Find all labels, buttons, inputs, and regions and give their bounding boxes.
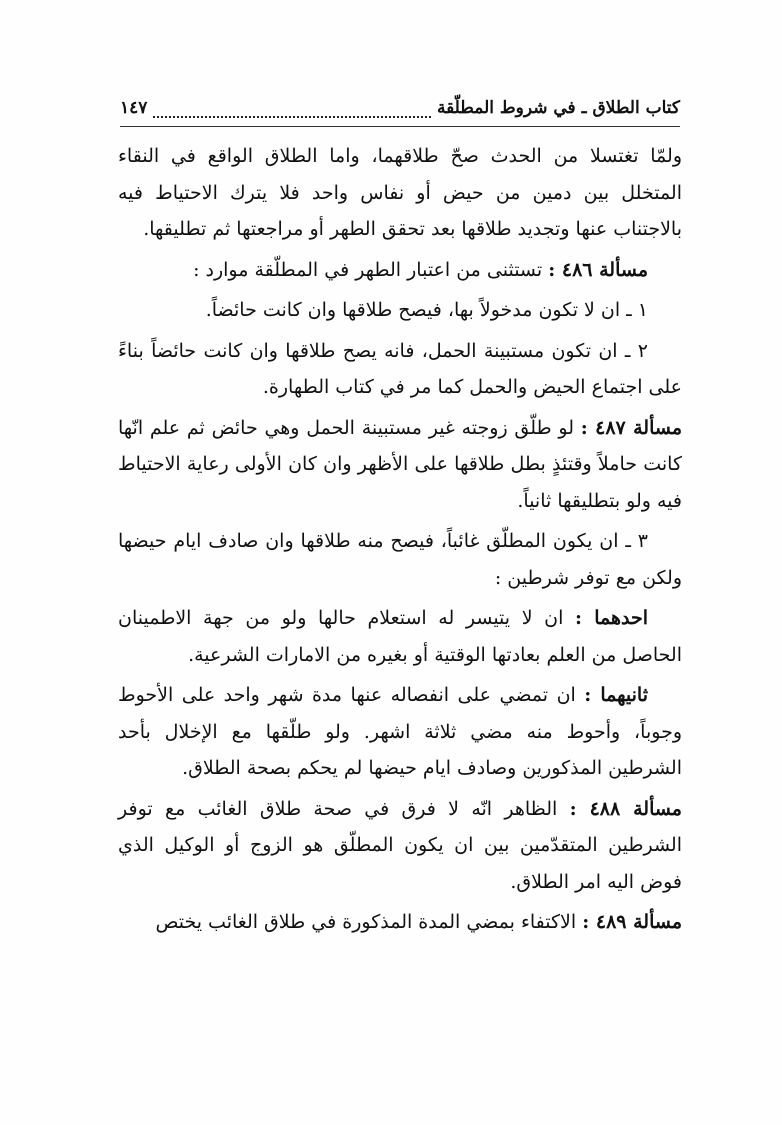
paragraph <box>118 252 682 289</box>
paragraph <box>118 138 682 248</box>
paragraph <box>118 904 682 941</box>
header-leader-dots <box>153 104 431 118</box>
header-title: كتاب الطلاق ـ في شروط المطلّقة <box>436 98 680 118</box>
header-divider <box>120 126 680 127</box>
paragraph-text: الظاهر انّه لا فرق في صحة طلاق الغائب مع توفر الشرطين المتقدّمين بين ان يكون المطلّق هو الزوج أو الوكيل الذي فوض اليه امر الطلاق. <box>118 797 682 893</box>
paragraph-label: مسألة ٤٨٨ : <box>569 797 682 820</box>
paragraph-text: تستثنى من اعتبار الطهر في المطلّقة موارد : <box>193 258 549 281</box>
paragraph-text: ولمّا تغتسلا من الحدث صحّ طلاقهما، واما الطلاق الواقع في النقاء المتخلل بين دمين من حيض أو نفاس واحد فلا يترك الاحتياط فيه بالاجتناب عنها وتجديد طلاقها بعد تحقق الطهر أو مراجعتها ثم تطليقها. <box>118 145 682 240</box>
paragraph-label: مسألة ٤٨٦ : <box>548 258 648 281</box>
paragraph-text: ٣ ـ ان يكون المطلّق غائباً، فيصح منه طلاقها وان صادف ايام حيضها ولكن مع توفر شرطين : <box>118 530 682 589</box>
page-number: ١٤٧ <box>120 98 148 118</box>
paragraph-text: ان لا يتيسر له استعلام حالها ولو من جهة الاطمينان الحاصل من العلم بعادتها الوقتية أو بغيره من الامارات الشرعية. <box>118 607 682 666</box>
paragraph <box>118 677 682 787</box>
paragraph-text: ٢ ـ ان تكون مستبينة الحمل، فانه يصح طلاقها وان كانت حائضاً بناءً على اجتماع الحيض والحمل كما مر في كتاب الطهارة. <box>118 339 682 398</box>
paragraph-label: ثانيهما : <box>584 684 648 706</box>
paragraph-label: مسألة ٤٨٩ : <box>582 911 682 933</box>
paragraph-label: احدهما : <box>575 607 648 629</box>
paragraph <box>118 600 682 673</box>
paragraph <box>118 333 682 406</box>
paragraph-text: ١ ـ ان لا تكون مدخولاً بها، فيصح طلاقها وان كانت حائضاً. <box>205 299 648 321</box>
paragraph-text: الاكتفاء بمضي المدة المذكورة في طلاق الغائب يختص <box>155 911 583 933</box>
paragraph <box>118 410 682 520</box>
body-text <box>118 138 682 941</box>
paragraph-text: لو طلّق زوجته غير مستبينة الحمل وهي حائض ثم علم انّها كانت حاملاً وقتئذٍ بطل طلاقها على الأظهر وان كان الأولى رعاية الاحتياط فيه ولو بتطليقها ثانياً. <box>118 416 682 512</box>
paragraph <box>118 292 682 329</box>
paragraph <box>118 791 682 901</box>
paragraph-label: مسألة ٤٨٧ : <box>580 416 682 439</box>
running-header <box>120 98 680 118</box>
paragraph-text: ان تمضي على انفصاله عنها مدة شهر واحد على الأحوط وجوباً، وأحوط منه مضي ثلاثة اشهر. ولو طلّقها مع الإخلال بأحد الشرطين المذكورين وصادف ايام حيضها لم يحكم بصحة الطلاق. <box>118 684 682 779</box>
paragraph <box>118 523 682 596</box>
